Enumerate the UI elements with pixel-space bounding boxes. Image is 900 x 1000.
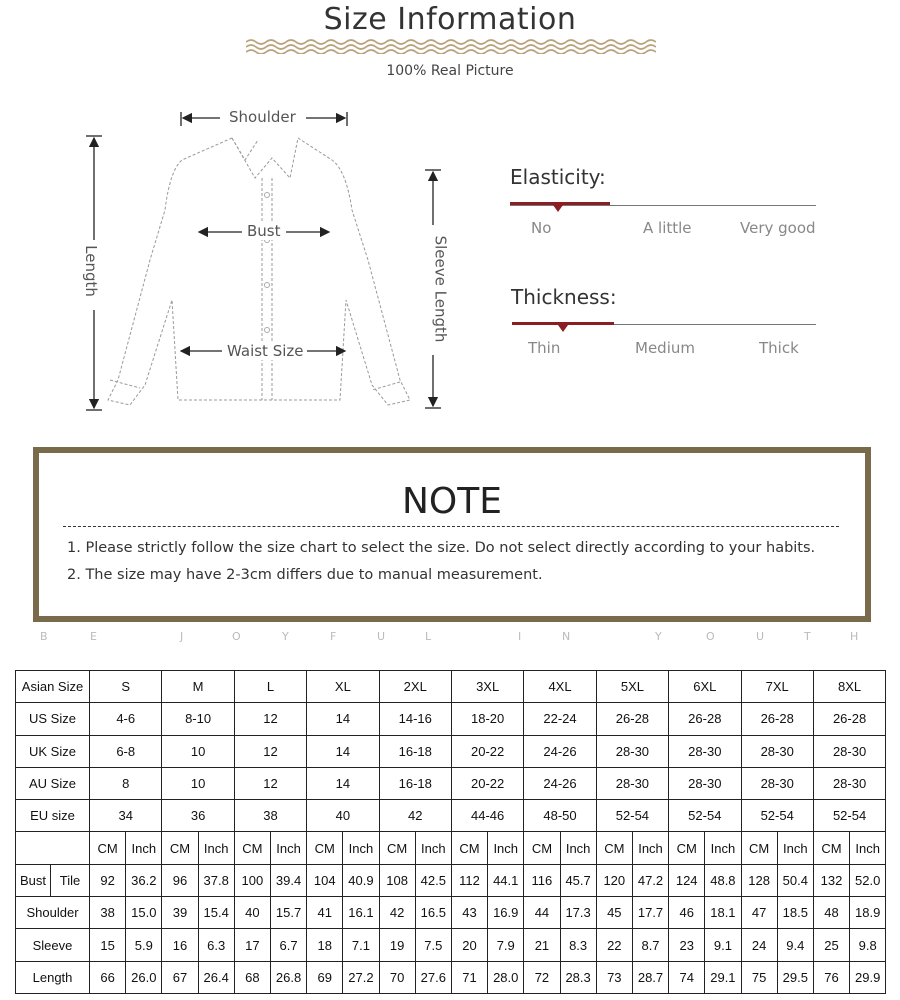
table-cell: 75 [741,961,777,993]
table-cell: 24 [741,929,777,961]
thickness-option-medium: Medium [635,339,695,357]
table-cell: 52-54 [669,800,741,832]
table-cell: 43 [451,897,487,929]
table-cell: 25 [813,929,849,961]
table-cell: 12 [234,767,306,799]
watermark-letter: N [562,630,571,643]
table-cell: 16.1 [343,897,379,929]
elasticity-option-very-good: Very good [740,219,816,237]
thickness-marker-icon [558,325,568,332]
table-cell: 120 [596,864,632,896]
table-cell: 52-54 [813,800,885,832]
note-box [33,447,871,622]
table-cell: 27.6 [415,961,451,993]
table-cell: 68 [234,961,270,993]
table-cell: 26-28 [669,703,741,735]
table-cell: L [234,671,306,703]
length-label: Length [82,242,100,300]
table-cell: 28.0 [488,961,524,993]
table-cell: 45 [596,897,632,929]
table-cell: 37.8 [198,864,234,896]
table-cell: 28-30 [596,735,668,767]
table-cell: 21 [524,929,560,961]
table-cell: 73 [596,961,632,993]
watermark-letter: Y [655,630,662,643]
unit-header-cm: CM [307,832,343,864]
table-cell: 15.0 [126,897,162,929]
table-cell: 16.5 [415,897,451,929]
table-cell: 40 [234,897,270,929]
unit-header-cm: CM [669,832,705,864]
table-cell: 7.1 [343,929,379,961]
table-cell: 44-46 [451,800,523,832]
table-row [16,929,886,961]
table-cell: 47 [741,897,777,929]
table-cell: 10 [162,767,234,799]
row-label: Asian Size [16,671,90,703]
table-cell: 16.9 [488,897,524,929]
table-cell: 7.5 [415,929,451,961]
table-row [16,735,886,767]
table-cell: 50.4 [777,864,813,896]
table-cell: 20 [451,929,487,961]
table-cell: 15 [90,929,126,961]
table-cell: 8XL [813,671,885,703]
table-cell: 42 [379,897,415,929]
table-cell: 24-26 [524,735,596,767]
unit-header-cm: CM [813,832,849,864]
table-cell: 4-6 [90,703,162,735]
table-cell: 8-10 [162,703,234,735]
table-cell: 20-22 [451,735,523,767]
unit-header-inch: Inch [632,832,668,864]
row-sublabel: Tile [51,864,90,896]
table-cell: 38 [234,800,306,832]
watermark-letter: E [90,630,97,643]
table-row [16,800,886,832]
table-cell: 28-30 [813,767,885,799]
table-cell: 6.7 [270,929,306,961]
bust-label: Bust [244,222,284,240]
unit-header-inch: Inch [343,832,379,864]
table-cell: 108 [379,864,415,896]
table-cell: 69 [307,961,343,993]
table-cell: 26-28 [596,703,668,735]
table-cell: 116 [524,864,560,896]
table-cell: 52-54 [596,800,668,832]
row-label: Bust [16,864,51,896]
table-cell: XL [307,671,379,703]
table-cell: 112 [451,864,487,896]
table-cell: 18.9 [850,897,886,929]
unit-header-inch: Inch [198,832,234,864]
table-cell: 39 [162,897,198,929]
table-cell: 7.9 [488,929,524,961]
table-cell: 8.7 [632,929,668,961]
row-label: EU size [16,800,90,832]
table-cell: 8 [90,767,162,799]
unit-header-cm: CM [162,832,198,864]
unit-header-inch: Inch [415,832,451,864]
table-cell: 18.1 [705,897,741,929]
table-cell: 22-24 [524,703,596,735]
thickness-option-thick: Thick [759,339,799,357]
table-cell: 132 [813,864,849,896]
table-cell: M [162,671,234,703]
table-cell: 5.9 [126,929,162,961]
empty-cell [16,832,90,864]
table-cell: 67 [162,961,198,993]
sleeve-length-label: Sleeve Length [431,233,449,346]
table-cell: 124 [669,864,705,896]
table-cell: 5XL [596,671,668,703]
table-cell: 96 [162,864,198,896]
unit-header-cm: CM [741,832,777,864]
unit-header-row [16,832,886,864]
table-cell: 26-28 [741,703,813,735]
table-cell: 14-16 [379,703,451,735]
table-cell: 38 [90,897,126,929]
note-divider [63,526,839,527]
table-cell: 9.8 [850,929,886,961]
table-cell: 27.2 [343,961,379,993]
table-cell: 24-26 [524,767,596,799]
table-cell: 10 [162,735,234,767]
table-cell: 18 [307,929,343,961]
table-cell: 16 [162,929,198,961]
table-cell: 36.2 [126,864,162,896]
table-cell: 18.5 [777,897,813,929]
table-cell: 41 [307,897,343,929]
table-cell: 28-30 [669,767,741,799]
row-label: Length [16,961,90,993]
table-cell: 2XL [379,671,451,703]
unit-header-inch: Inch [850,832,886,864]
table-cell: 48 [813,897,849,929]
table-cell: 8.3 [560,929,596,961]
waist-label: Waist Size [224,342,307,360]
table-row [16,703,886,735]
row-label: AU Size [16,767,90,799]
elasticity-marker-icon [553,205,563,212]
row-label: US Size [16,703,90,735]
table-cell: 23 [669,929,705,961]
table-cell: 36 [162,800,234,832]
table-cell: 42 [379,800,451,832]
unit-header-inch: Inch [126,832,162,864]
watermark-letter: O [706,630,715,643]
row-label: Shoulder [16,897,90,929]
unit-header-cm: CM [90,832,126,864]
table-cell: 26.8 [270,961,306,993]
table-cell: 52.0 [850,864,886,896]
unit-header-inch: Inch [705,832,741,864]
table-cell: 44.1 [488,864,524,896]
table-cell: 15.4 [198,897,234,929]
table-cell: 14 [307,767,379,799]
unit-header-cm: CM [234,832,270,864]
watermark-letter: B [40,630,48,643]
unit-header-inch: Inch [270,832,306,864]
unit-header-cm: CM [596,832,632,864]
table-cell: 92 [90,864,126,896]
table-cell: 9.1 [705,929,741,961]
elasticity-title: Elasticity: [510,165,606,189]
table-cell: 22 [596,929,632,961]
row-label: UK Size [16,735,90,767]
unit-header-cm: CM [379,832,415,864]
wave-divider [246,38,656,54]
table-cell: 66 [90,961,126,993]
note-line-1: 1. Please strictly follow the size chart to select the size. Do not select directly according to your habits. [67,540,816,556]
table-cell: 46 [669,897,705,929]
table-cell: 71 [451,961,487,993]
table-cell: 40 [307,800,379,832]
thickness-title: Thickness: [511,285,617,309]
table-cell: 48.8 [705,864,741,896]
table-cell: 6XL [669,671,741,703]
elasticity-option-no: No [531,219,552,237]
table-cell: 6-8 [90,735,162,767]
shirt-outline-icon [108,138,410,405]
table-cell: 16-18 [379,735,451,767]
table-cell: 26-28 [813,703,885,735]
table-cell: 20-22 [451,767,523,799]
table-row [16,864,886,896]
table-cell: 14 [307,735,379,767]
watermark-letter: U [756,630,765,643]
table-cell: 9.4 [777,929,813,961]
table-cell: 28-30 [741,767,813,799]
table-cell: 26.0 [126,961,162,993]
table-cell: 128 [741,864,777,896]
page-subtitle: 100% Real Picture [386,63,514,79]
table-cell: 39.4 [270,864,306,896]
table-cell: 15.7 [270,897,306,929]
table-cell: 18-20 [451,703,523,735]
watermark-letter: O [232,630,241,643]
table-cell: 28-30 [813,735,885,767]
note-line-2: 2. The size may have 2-3cm differs due to manual measurement. [67,567,543,583]
table-cell: 17 [234,929,270,961]
watermark-letter: Y [282,630,289,643]
table-cell: 12 [234,703,306,735]
unit-header-inch: Inch [777,832,813,864]
table-cell: 16-18 [379,767,451,799]
table-row [16,961,886,993]
unit-header-cm: CM [451,832,487,864]
table-cell: 40.9 [343,864,379,896]
watermark-letter: J [180,630,184,643]
table-cell: 17.3 [560,897,596,929]
page-title: Size Information [323,2,577,37]
table-cell: 28.3 [560,961,596,993]
table-row [16,671,886,703]
table-cell: 28-30 [741,735,813,767]
note-title: NOTE [401,481,502,522]
table-cell: 29.1 [705,961,741,993]
table-row [16,897,886,929]
table-cell: 26.4 [198,961,234,993]
table-cell: 70 [379,961,415,993]
table-cell: 44 [524,897,560,929]
shoulder-label: Shoulder [226,108,299,126]
table-cell: 4XL [524,671,596,703]
watermark-letters [0,630,900,644]
unit-header-inch: Inch [560,832,596,864]
unit-header-inch: Inch [488,832,524,864]
shirt-diagram [0,100,460,420]
watermark-letter: U [377,630,386,643]
table-cell: 29.5 [777,961,813,993]
table-cell: 6.3 [198,929,234,961]
table-cell: 29.9 [850,961,886,993]
elasticity-option-a-little: A little [643,219,692,237]
table-row [16,767,886,799]
table-cell: 28-30 [669,735,741,767]
watermark-letter: F [330,630,337,643]
table-cell: 45.7 [560,864,596,896]
table-cell: 52-54 [741,800,813,832]
table-cell: 14 [307,703,379,735]
unit-header-cm: CM [524,832,560,864]
table-cell: 34 [90,800,162,832]
table-cell: 76 [813,961,849,993]
table-cell: 3XL [451,671,523,703]
table-cell: 72 [524,961,560,993]
table-cell: 19 [379,929,415,961]
table-cell: 7XL [741,671,813,703]
size-chart-table [15,670,886,994]
table-cell: 74 [669,961,705,993]
table-cell: 28.7 [632,961,668,993]
watermark-letter: L [425,630,432,643]
table-cell: 100 [234,864,270,896]
thickness-option-thin: Thin [528,339,561,357]
watermark-letter: H [850,630,859,643]
table-cell: 42.5 [415,864,451,896]
table-cell: 47.2 [632,864,668,896]
watermark-letter: I [518,630,522,643]
row-label: Sleeve [16,929,90,961]
table-cell: S [90,671,162,703]
table-cell: 48-50 [524,800,596,832]
table-cell: 28-30 [596,767,668,799]
table-cell: 12 [234,735,306,767]
table-cell: 17.7 [632,897,668,929]
table-cell: 104 [307,864,343,896]
watermark-letter: T [804,630,811,643]
